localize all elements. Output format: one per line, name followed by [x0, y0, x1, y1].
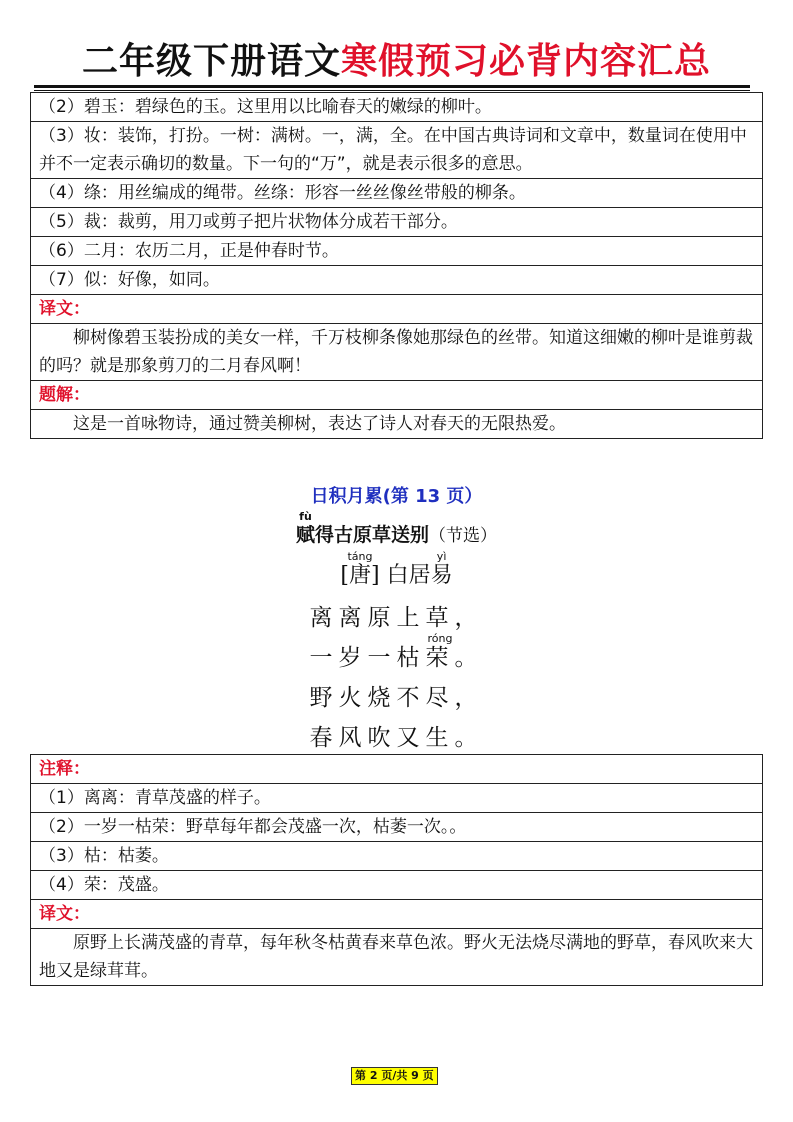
- table-row: [31, 813, 763, 842]
- poem-author: [0, 550, 793, 594]
- table-row: [31, 410, 763, 439]
- author-name-pre: 白居: [386, 563, 431, 588]
- table-row: [31, 755, 763, 784]
- line2-ruby-char: 荣: [425, 645, 455, 671]
- notes-table-1: [30, 92, 763, 439]
- poem-title: [0, 510, 793, 551]
- note-item: （3）妆：装饰，打扮。一树：满树。一，满，全。在中国古典诗词和文章中，数量词在使用中并不一定表示确切的数量。下一句的“万”，就是表示很多的意思。: [31, 122, 763, 179]
- table-row: [31, 93, 763, 122]
- daily-accumulation-heading: 日积月累(第 13 页）: [310, 486, 483, 507]
- note-item: （4）荣：茂盛。: [31, 871, 763, 900]
- dynasty-ruby: [347, 550, 373, 594]
- page-title: [0, 38, 793, 86]
- table-row: [31, 179, 763, 208]
- author-name-pinyin: yì: [436, 550, 447, 563]
- translation-label: 译文：: [31, 295, 763, 324]
- table-row: [31, 900, 763, 929]
- note-item: （4）绦：用丝编成的绳带。丝绦：形容一丝丝像丝带般的柳条。: [31, 179, 763, 208]
- title-note: （节选）: [429, 526, 498, 546]
- table-row: [31, 871, 763, 900]
- table-row: [31, 929, 763, 986]
- author-name-ruby: [430, 550, 453, 594]
- note-item: （6）二月：农历二月，正是仲春时节。: [31, 237, 763, 266]
- title-red-part: 寒假预习必背内容汇总: [341, 41, 712, 82]
- line2-ruby: [425, 632, 455, 676]
- title-ruby-char: 赋: [295, 524, 315, 546]
- dynasty-char: 唐: [348, 563, 371, 588]
- note-item: （5）裁：裁剪，用刀或剪子把片状物体分成若干部分。: [31, 208, 763, 237]
- line2-pre: 一岁一枯: [309, 645, 426, 671]
- poem-line-1: 离离原上草，: [309, 605, 484, 631]
- page-footer: 第 2 页/共 9 页: [351, 1067, 438, 1085]
- note-item: （1）离离：青草茂盛的样子。: [31, 784, 763, 813]
- notes-table-2: [30, 754, 763, 986]
- translation-text: 原野上长满茂盛的青草，每年秋冬枯黄春来草色浓。野火无法烧尽满地的野草，春风吹来大地又是绿茸茸。: [31, 929, 763, 986]
- title-rule-thick: [34, 85, 750, 88]
- table-row: [31, 122, 763, 179]
- title-black-part: 二年级下册语文: [81, 41, 341, 82]
- dynasty-pinyin: táng: [347, 550, 373, 563]
- note-item: （7）似：好像，如同。: [31, 266, 763, 295]
- table-row: [31, 208, 763, 237]
- table-row: [31, 381, 763, 410]
- author-name-ruby-char: 易: [430, 563, 453, 588]
- note-item: （2）碧玉：碧绿色的玉。这里用以比喻春天的嫩绿的柳叶。: [31, 93, 763, 122]
- poem-line-3: 野火烧不尽，: [309, 685, 484, 711]
- bracket-close: ]: [370, 563, 380, 588]
- translation-text: 柳树像碧玉装扮成的美女一样，千万枝柳条像她那绿色的丝带。知道这细嫩的柳叶是谁剪裁的吗？就是那象剪刀的二月春风啊！: [31, 324, 763, 381]
- line2-pinyin: róng: [427, 632, 453, 645]
- note-item: （3）枯：枯萎。: [31, 842, 763, 871]
- poem-line-4: 春风吹又生。: [309, 725, 484, 751]
- interpretation-text: 这是一首咏物诗，通过赞美柳树，表达了诗人对春天的无限热爱。: [31, 410, 763, 439]
- line2-post: 。: [454, 645, 484, 671]
- notes-label: 注释：: [31, 755, 763, 784]
- translation-label: 译文：: [31, 900, 763, 929]
- table-row: [31, 324, 763, 381]
- note-item: （2）一岁一枯荣：野草每年都会茂盛一次，枯萎一次。。: [31, 813, 763, 842]
- table-row: [31, 295, 763, 324]
- poem-line-2: [0, 632, 793, 676]
- title-rule-thin: [34, 90, 750, 91]
- table-row: [31, 266, 763, 295]
- bracket-open: [: [340, 563, 349, 588]
- table-row: [31, 237, 763, 266]
- title-pinyin: fù: [299, 510, 312, 523]
- title-rest: 得古原草送别: [315, 524, 430, 546]
- interpretation-label: 题解：: [31, 381, 763, 410]
- table-row: [31, 842, 763, 871]
- table-row: [31, 784, 763, 813]
- title-ruby: [295, 510, 315, 550]
